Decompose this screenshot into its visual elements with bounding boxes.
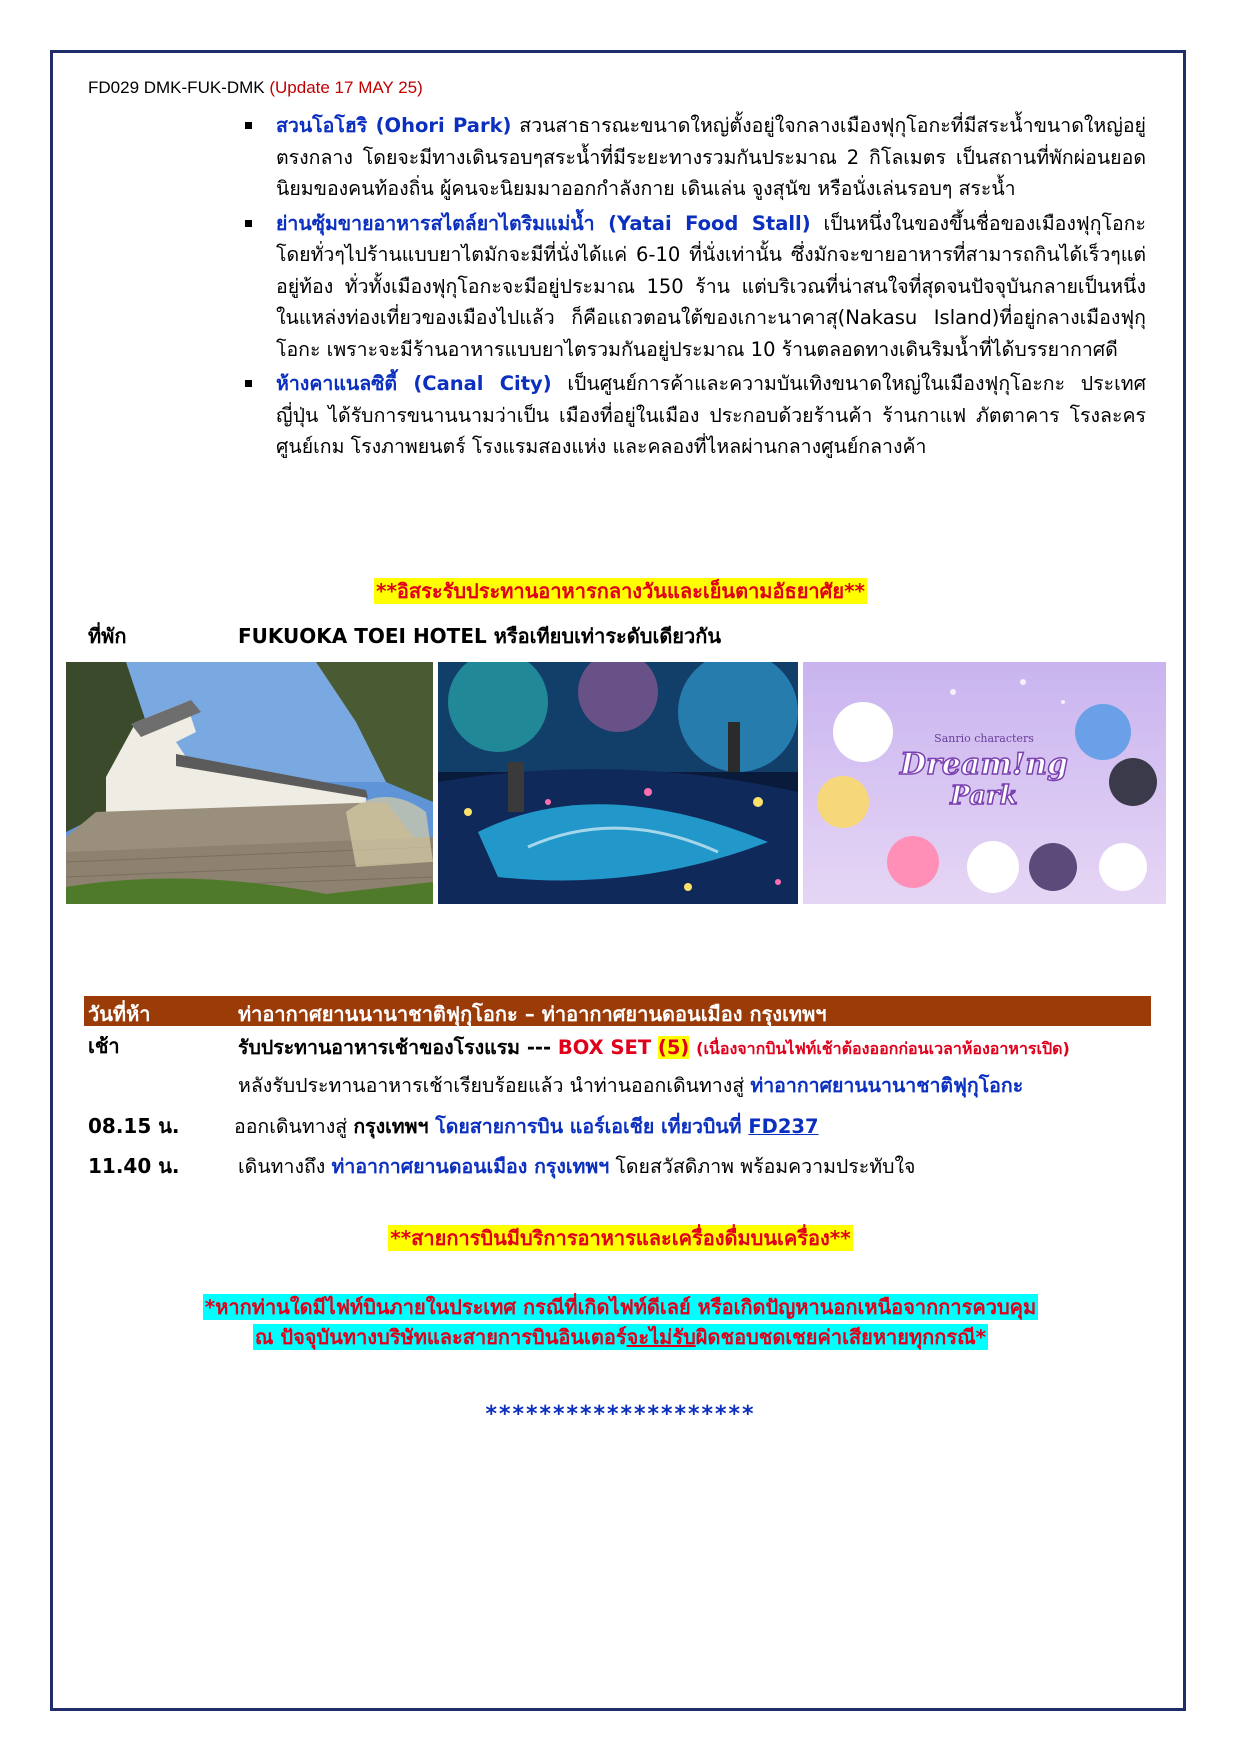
program-code: FD029 DMK-FUK-DMK — [88, 78, 265, 97]
fukuoka-airport-dest: ท่าอากาศยานนานาชาติฟุกุโอกะ — [750, 1074, 1024, 1097]
attraction-title: สวนโอโฮริ (Ohori Park) — [276, 114, 512, 137]
morning-row — [238, 1032, 1070, 1063]
morning-label: เช้า — [88, 1034, 120, 1058]
box-set-label: BOX SET — [557, 1036, 652, 1059]
meal-count-badge: (5) — [657, 1036, 690, 1059]
bullet-square-icon — [245, 122, 252, 129]
flight-meal-note-text: **สายการบินมีบริการอาหารและเครื่องดื่มบนเครื่อง** — [390, 1226, 851, 1250]
disclaimer — [0, 1292, 1241, 1352]
digital-art-photo — [438, 662, 798, 904]
flight-meal-note — [0, 1222, 1241, 1254]
airline-text: โดยสายการบิน แอร์เอเชีย เที่ยวบินที่ — [428, 1115, 749, 1138]
list-item — [276, 368, 1146, 463]
hotel-name: FUKUOKA TOEI HOTEL หรือเทียบเท่าระดับเดียวกัน — [238, 624, 722, 648]
donmueang-airport: ท่าอากาศยานดอนเมือง กรุงเทพฯ — [331, 1155, 610, 1178]
day5-header — [84, 996, 1151, 1026]
time-1140: 11.40 น. — [88, 1154, 180, 1178]
sanrio-caption: Sanrio characters — [934, 732, 1034, 745]
box-set-note: (เนื่องจากบินไฟท์เช้าต้องออกก่อนเวลาห้องอาหารเปิด) — [696, 1039, 1070, 1058]
day5-route: ท่าอากาศยานนานาชาติฟุกุโอกะ – ท่าอากาศยานดอนเมือง กรุงเทพฯ — [238, 1002, 827, 1026]
attraction-title: ย่านซุ้มขายอาหารสไตล์ยาไตริมแม่น้ำ (Yatai Food Stall) — [276, 211, 811, 235]
departure-text: ออกเดินทางสู่ — [234, 1115, 354, 1138]
attraction-list — [276, 110, 1146, 466]
end-of-program-stars: ******************** — [485, 1402, 756, 1427]
list-item — [276, 208, 1146, 366]
castle-image — [66, 662, 433, 904]
bullet-square-icon — [245, 220, 252, 227]
disclaimer-line2 — [253, 1324, 988, 1350]
disclaimer-line2-start: ณ ปัจจุบันทางบริษัทและสายการบินอินเตอร์ — [254, 1325, 627, 1349]
departure-row — [234, 1111, 819, 1142]
sanrio-logo-line2: Park — [950, 781, 1018, 811]
list-item — [276, 110, 1146, 205]
bangkok-label: กรุงเทพฯ — [353, 1115, 429, 1138]
attraction-title: ห้างคาแนลซิตี้ (Canal City) — [276, 372, 552, 395]
after-breakfast-row — [238, 1070, 1023, 1101]
arrival-text: เดินทางถึง — [238, 1155, 332, 1178]
time-0815: 08.15 น. — [88, 1114, 180, 1138]
attraction-description: สวนสาธารณะขนาดใหญ่ตั้งอยู่ใจกลางเมืองฟุกุโอกะที่มีสระน้ำขนาดใหญ่อยู่ตรงกลาง โดยจะมีทางเดินรอบๆสระน้ำที่มีระยะทางรวมกันประมาณ 2 กิโลเมตร เป็นสถานที่พักผ่อนยอดนิยมของคนท้องถิ่น ผู้คนจะนิยมมาออกกำลังกาย เดินเล่น จูงสุนัข หรือนั่งเล่นรอบๆ สระน้ำ — [276, 114, 1146, 200]
sanrio-park-image — [803, 662, 1166, 904]
breakfast-text: รับประทานอาหารเช้าของโรงแรม --- — [238, 1036, 558, 1059]
sanrio-park-photo — [803, 662, 1166, 904]
meal-note-text: **อิสระรับประทานอาหารกลางวันและเย็นตามอัธยาศัย** — [375, 579, 865, 603]
arrival-end-text: โดยสวัสดิภาพ พร้อมความประทับใจ — [609, 1155, 916, 1178]
sanrio-logo-line1: Dream!ng — [899, 747, 1069, 782]
update-date: (Update 17 MAY 25) — [269, 78, 423, 97]
attraction-description: เป็นศูนย์การค้าและความบันเทิงขนาดใหญ่ในเมืองฟุกุโอะกะ ประเทศญี่ปุ่น ได้รับการขนานนามว่าเป็น เมืองที่อยู่ในเมือง ประกอบด้วยร้านค้า ร้านกาแฟ ภัตตาคาร โรงละคร ศูนย์เกม โรงภาพยนตร์ โรงแรมสองแห่ง และคลองที่ไหลผ่านกลางศูนย์กลางค้า — [276, 372, 1146, 458]
arrival-row — [238, 1151, 915, 1182]
digital-art-image — [438, 662, 798, 904]
day5-label: วันที่ห้า — [88, 1002, 151, 1026]
disclaimer-line1: *หากท่านใดมีไฟท์บินภายในประเทศ กรณีที่เกิดไฟท์ดีเลย์ หรือเกิดปัญหานอกเหนือจากการควบคุม — [204, 1295, 1037, 1319]
flight-number: FD237 — [748, 1115, 819, 1138]
after-breakfast-text: หลังรับประทานอาหารเช้าเรียบร้อยแล้ว นำท่านออกเดินทางสู่ — [238, 1074, 751, 1097]
disclaimer-emphasis: จะไม่รับ — [626, 1325, 696, 1349]
hotel-label: ที่พัก — [88, 624, 127, 648]
attraction-description: เป็นหนึ่งในของขึ้นชื่อของเมืองฟุกุโอกะ โดยทั่วๆไปร้านแบบยาไตมักจะมีที่นั่งได้แค่ 6-10 ที่นั่งเท่านั้น ซึ่งมักจะขายอาหารที่สามารถกินได้เร็วๆแต่อยู่ท้อง ทั่วทั้งเมืองฟุกุโอกะจะมีอยู่ประมาณ 150 ร้าน แต่บริเวณที่น่าสนใจที่สุดจนปัจจุบันกลายเป็นหนึ่งในแหล่งท่องเที่ยวของเมืองไปแล้ว ก็คือแถวตอนใต้ของเกาะนาคาสุ(Nakasu Island)ที่อยู่กลางเมืองฟุกุโอกะ เพราะจะมีร้านอาหารแบบยาไตรวมกันอยู่ประมาณ 10 ร้านตลอดทางเดินริมน้ำที่ได้บรรยากาศดี — [276, 211, 1146, 361]
bullet-square-icon — [245, 380, 252, 387]
meal-note — [0, 575, 1241, 607]
disclaimer-line2-end: ผิดชอบชดเชยค่าเสียหายทุกกรณี* — [695, 1325, 987, 1349]
document-header — [88, 78, 423, 98]
castle-photo — [66, 662, 433, 904]
